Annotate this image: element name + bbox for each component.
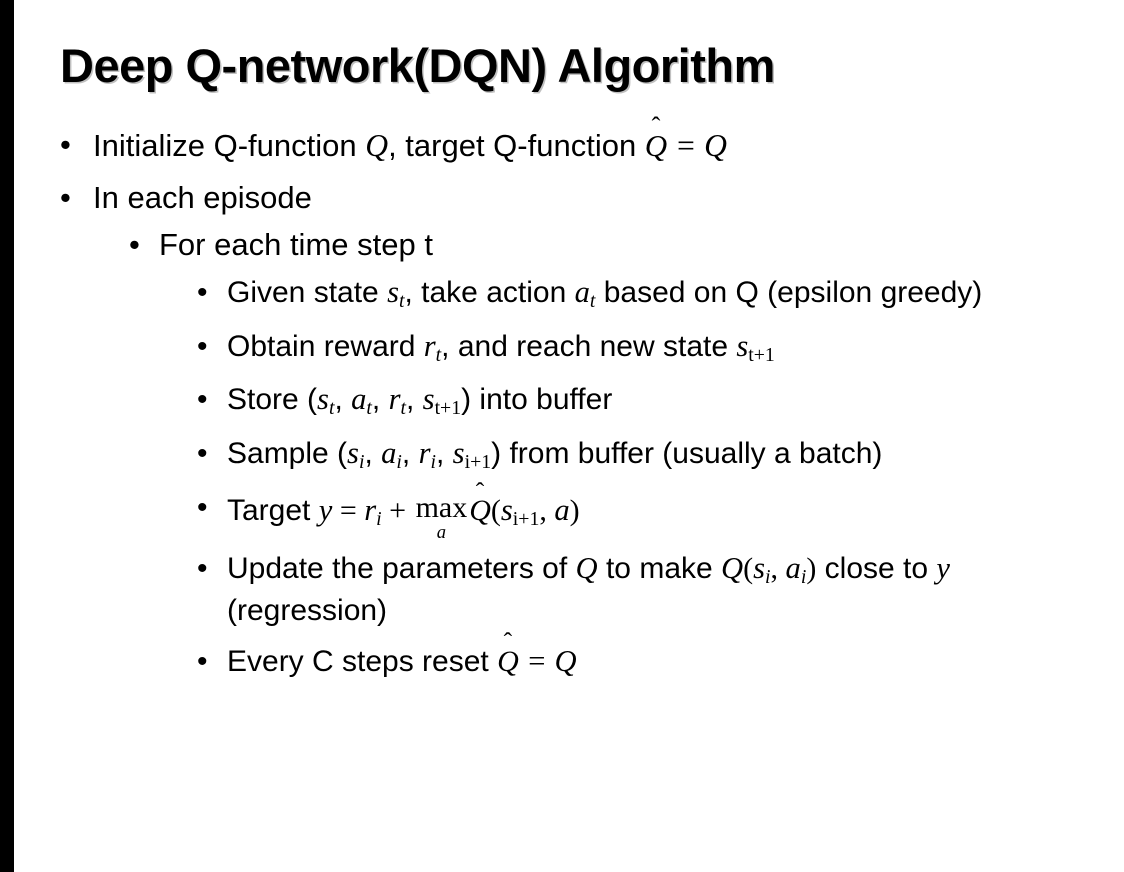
math-q-hat: Q	[497, 644, 519, 678]
math-s: s	[387, 274, 399, 309]
list-item-target	[197, 488, 1100, 544]
list-item-text: Every C steps reset Q = Q	[227, 645, 577, 678]
bullet-icon: •	[197, 383, 208, 417]
list-item-timestep	[129, 226, 1100, 681]
level1-list	[60, 126, 1100, 682]
bullet-icon: •	[197, 275, 208, 309]
list-item-text: Store ($s_t$, $a_t$, $r_t$, st+1) into buffer	[227, 382, 613, 420]
list-item-episode	[60, 179, 1100, 681]
math-eq-q: = Q	[674, 127, 727, 163]
max-operator: max a	[415, 491, 468, 544]
level2-list	[129, 226, 1100, 681]
math-q: Q	[365, 127, 389, 163]
list-item-text: Sample ($s_i$, $a_i$, $r_i$, si+1) from buffer (usually a batch)	[227, 435, 883, 473]
list-item-given-state	[197, 273, 1100, 315]
list-item-text: Obtain reward $r_t$, and reach new state st+1	[227, 328, 775, 366]
list-item-sample	[197, 434, 1100, 476]
list-item-store	[197, 380, 1100, 422]
list-item-initialize	[60, 126, 1100, 166]
list-item-text: For each time step t	[159, 227, 433, 263]
math-q-hat: Q	[644, 127, 668, 163]
list-item-text: Target $y = r_i$ + max a Q(si+1, a)	[227, 491, 580, 544]
list-item-text: In each episode	[93, 180, 312, 216]
bullet-icon: •	[197, 552, 208, 586]
body-content	[14, 126, 1100, 682]
bullet-icon: •	[197, 644, 208, 678]
left-accent-bar	[0, 0, 14, 872]
bullet-icon: •	[197, 436, 208, 470]
list-item-obtain-reward	[197, 327, 1100, 369]
math-s: s	[736, 328, 749, 363]
list-item-update	[197, 549, 1100, 630]
math-q-hat: Q	[469, 494, 491, 528]
bullet-icon: •	[60, 180, 71, 216]
bullet-icon: •	[129, 227, 140, 263]
list-item-text: Given state $s_t$, take action $a_t$ based on Q (epsilon greedy)	[227, 274, 983, 312]
level3-list	[197, 273, 1100, 682]
page-title: Deep Q-network(DQN) Algorithm	[60, 39, 775, 92]
math-a: a	[574, 274, 590, 309]
list-item-text: Initialize Q-function Q, target Q-function Q = Q	[93, 128, 727, 163]
list-item-text: Update the parameters of Q to make $Q(s_i$, $a_i$) close to y (regression)	[227, 551, 950, 627]
slide-content	[14, 0, 1124, 872]
math-r: r	[423, 328, 436, 363]
list-item-reset-target	[197, 642, 1100, 682]
bullet-icon: •	[60, 126, 71, 162]
bullet-icon: •	[197, 490, 208, 524]
bullet-icon: •	[197, 329, 208, 363]
